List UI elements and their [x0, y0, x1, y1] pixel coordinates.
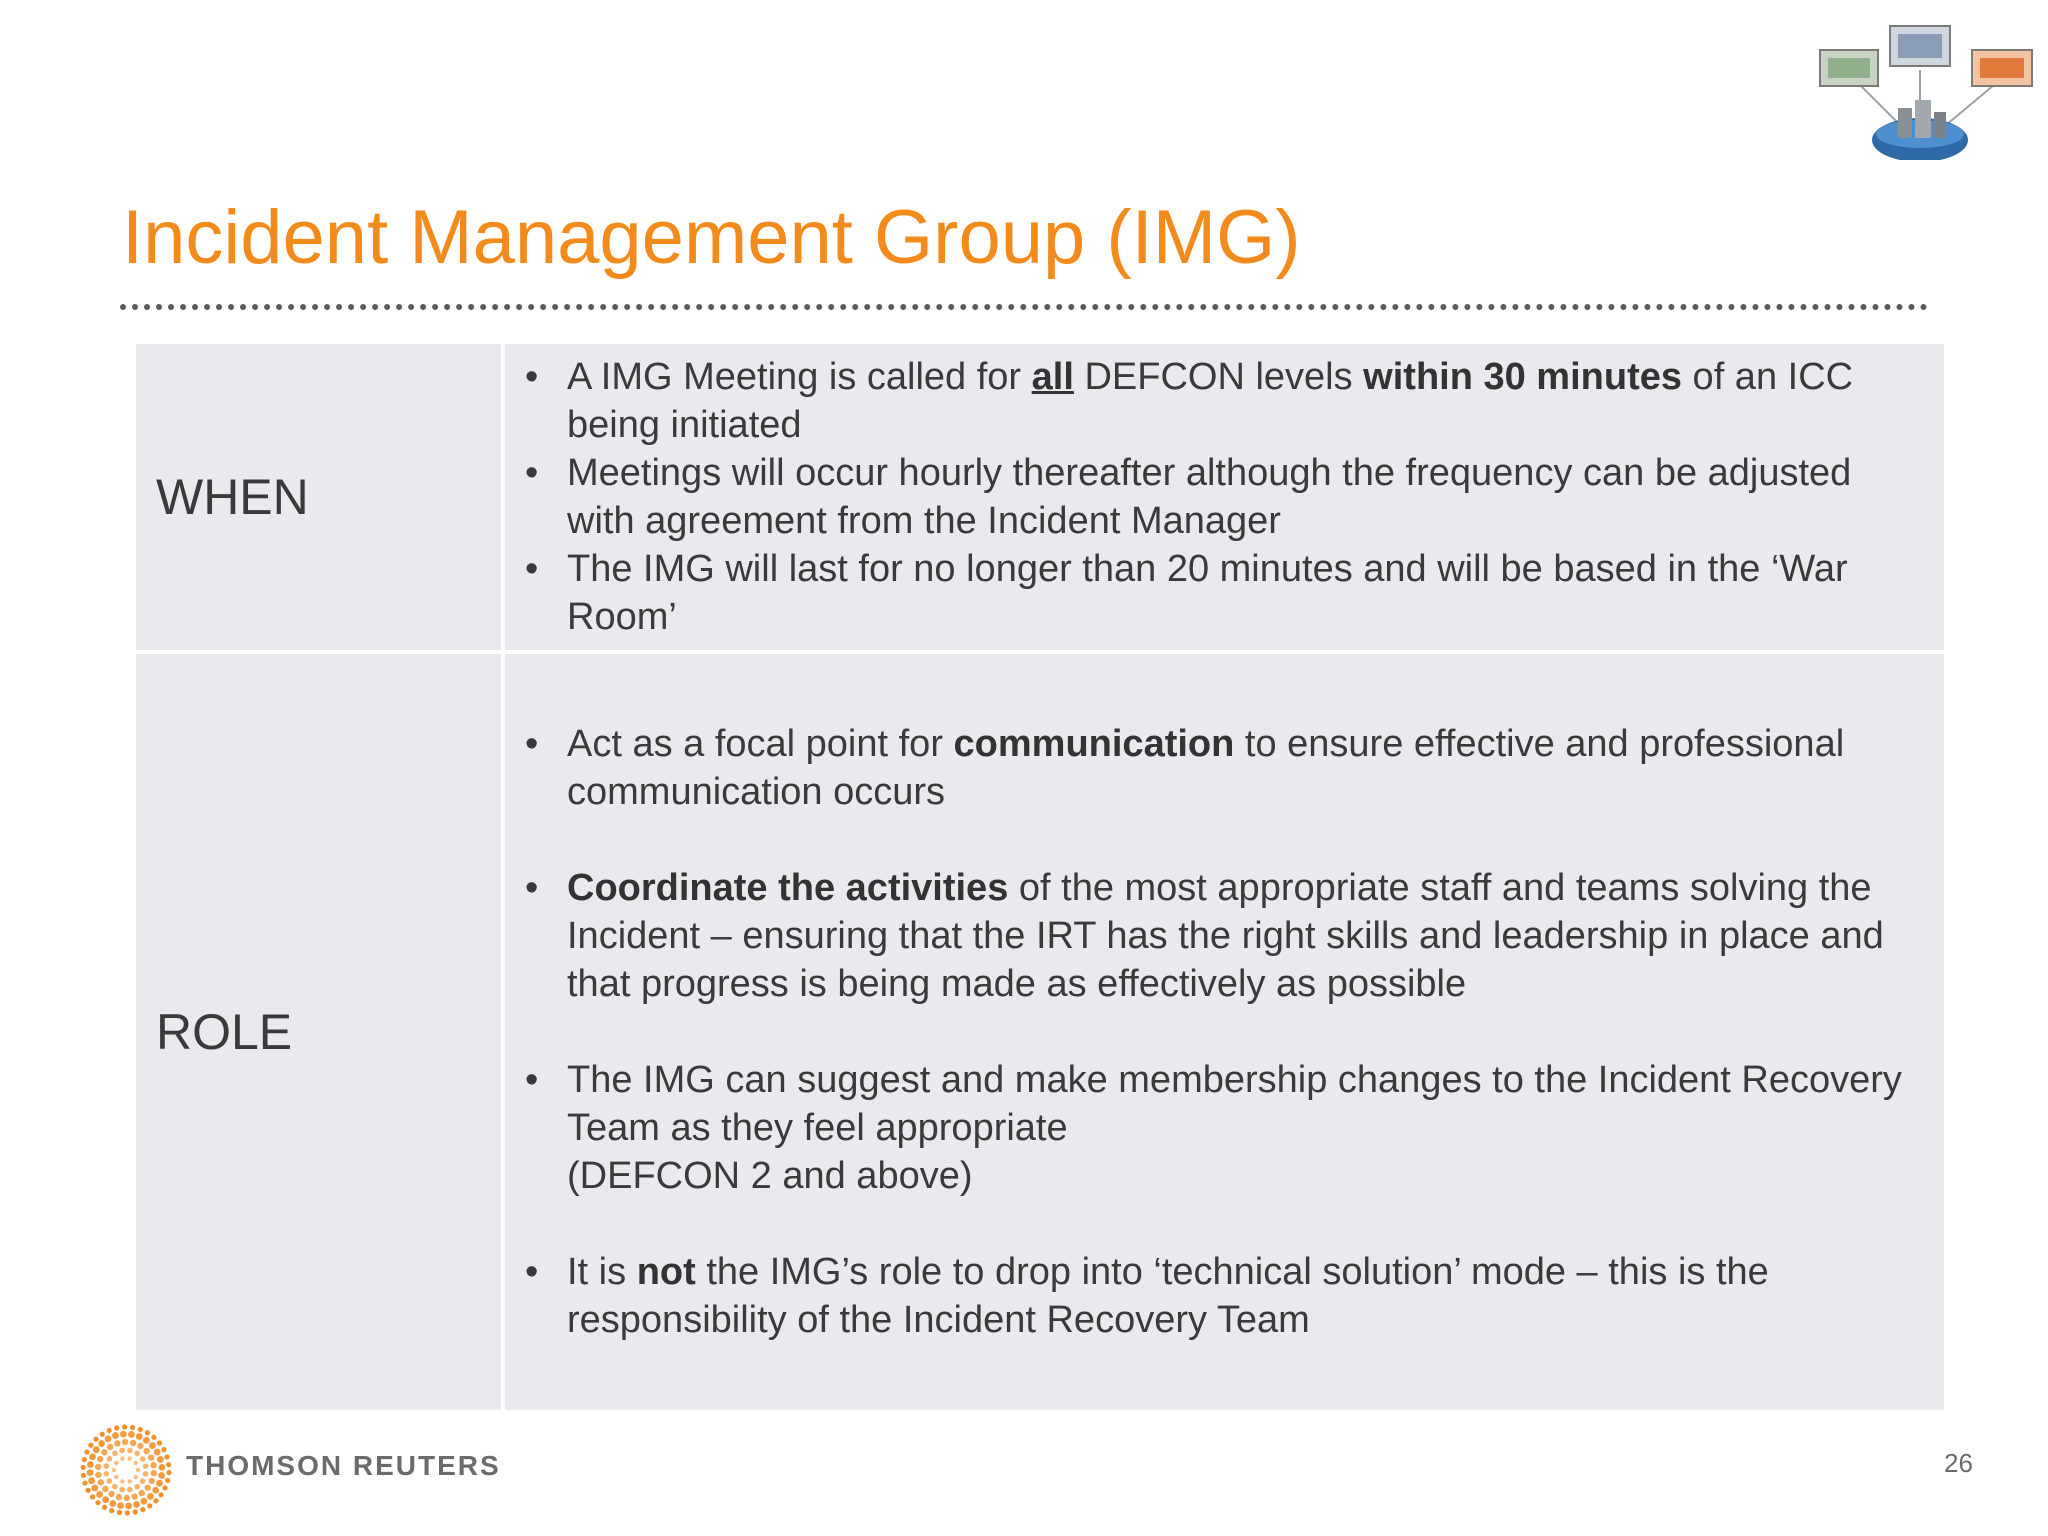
list-item: • Coordinate the activities of the most appropriate staff and teams solving the Incident – ensuring that the IRT has the right skills and leadership in place and that progress is being made as effectively as possible [525, 864, 1924, 1008]
logo-dot [161, 1447, 166, 1452]
logo-dot [107, 1478, 113, 1484]
logo-dot [166, 1470, 171, 1475]
logo-dot [107, 1428, 112, 1433]
logo-dot [143, 1471, 149, 1477]
logo-dot [131, 1493, 137, 1499]
role-bullet-list [525, 720, 1924, 1344]
logo-dot [114, 1461, 118, 1465]
list-item: • The IMG will last for no longer than 20 minutes and will be based in the ‘War Room’ [525, 545, 1924, 641]
logo-dot [144, 1485, 150, 1491]
logo-dot [150, 1462, 156, 1468]
logo-dot [149, 1442, 156, 1449]
logo-dot [102, 1486, 108, 1492]
logo-dot [153, 1498, 158, 1503]
logo-dot [166, 1462, 171, 1467]
brand-name: THOMSON REUTERS [186, 1450, 501, 1481]
when-label: WHEN [136, 344, 503, 652]
logo-dot [141, 1498, 148, 1505]
logo-dot [109, 1508, 114, 1513]
bullet-icon: • [525, 356, 539, 398]
logo-dot [102, 1505, 107, 1510]
bullet-icon: • [525, 452, 539, 494]
logo-dot [119, 1448, 125, 1454]
logo-dot [138, 1427, 143, 1432]
logo-dot [98, 1479, 104, 1485]
logo-dot [112, 1484, 118, 1490]
logo-dot [88, 1443, 93, 1448]
logo-dot [114, 1475, 118, 1479]
page-number: 26 [1944, 1448, 1973, 1478]
logo-dot [82, 1480, 87, 1485]
logo-dot [148, 1454, 154, 1460]
logo-dot [125, 1510, 130, 1515]
logo-dot [162, 1485, 167, 1490]
logo-dot [143, 1463, 149, 1469]
logo-dot [120, 1431, 127, 1438]
role-label: ROLE [136, 652, 503, 1410]
logo-dot [95, 1464, 101, 1470]
logo-dot [93, 1437, 98, 1442]
logo-dot [82, 1457, 87, 1462]
logo-dot [128, 1431, 135, 1438]
logo-dot [109, 1500, 116, 1507]
logo-dot [116, 1494, 122, 1500]
header-network-illustration [1800, 20, 2040, 160]
logo-dot [87, 1469, 94, 1476]
table-row-when [136, 344, 1944, 652]
logo-dot [107, 1444, 113, 1450]
logo-dot [87, 1461, 94, 1468]
logo-dot [122, 1439, 128, 1445]
logo-dot [128, 1456, 132, 1460]
logo-dot [133, 1509, 138, 1514]
logo-dot [134, 1475, 138, 1479]
when-bullet-list [525, 353, 1924, 641]
logo-dot [108, 1491, 114, 1497]
logo-dot [112, 1468, 116, 1472]
logo-dot [107, 1456, 113, 1462]
list-item: • A IMG Meeting is called for all DEFCON levels within 30 minutes of an ICC being initiated [525, 353, 1924, 449]
logo-dot [147, 1503, 152, 1508]
logo-dot [158, 1472, 165, 1479]
logo-dot [84, 1449, 89, 1454]
logo-dot [89, 1453, 96, 1460]
logo-dot [119, 1487, 125, 1493]
logo-dot [98, 1440, 105, 1447]
logo-dot [112, 1451, 118, 1457]
bullet-icon: • [525, 867, 539, 909]
logo-dot [105, 1435, 112, 1442]
logo-dot [139, 1490, 145, 1496]
logo-dot [120, 1456, 124, 1460]
logo-dot [100, 1432, 105, 1437]
logo-dot [143, 1437, 150, 1444]
logo-dot [143, 1448, 149, 1454]
logo-dot [95, 1472, 101, 1478]
logo-dot [117, 1502, 124, 1509]
logo-dot [137, 1443, 143, 1449]
list-item: • It is not the IMG’s role to drop into ‘technical solution’ mode – this is the responsibility of the Incident Recovery Team [525, 1248, 1924, 1344]
logo-dot [101, 1449, 107, 1455]
logo-dot [164, 1454, 169, 1459]
logo-dot [112, 1432, 119, 1439]
logo-dot [96, 1491, 103, 1498]
logo-dot [102, 1496, 109, 1503]
logo-dot [86, 1488, 91, 1493]
logo-dot [147, 1493, 154, 1500]
table-row-role [136, 652, 1944, 1410]
logo-dot [80, 1465, 85, 1470]
logo-dot [91, 1485, 98, 1492]
logo-dot [125, 1503, 132, 1510]
logo-dot [165, 1478, 170, 1483]
logo-dot [149, 1478, 155, 1484]
logo-dot [127, 1448, 133, 1454]
logo-dot [154, 1449, 161, 1456]
logo-dot [134, 1461, 138, 1465]
title-dotted-divider [120, 304, 1928, 310]
logo-dot [140, 1456, 146, 1462]
logo-dot [159, 1492, 164, 1497]
logo-dot [151, 1470, 157, 1476]
bullet-icon: • [525, 1251, 539, 1293]
list-item: • The IMG can suggest and make membership changes to the Incident Recovery Team as they feel appropriate (DEFCON 2 and above) [525, 1056, 1924, 1200]
logo-dot [133, 1501, 140, 1508]
logo-dot [140, 1478, 146, 1484]
logo-dot [157, 1456, 164, 1463]
slide-title: Incident Management Group (IMG) [122, 195, 1301, 280]
role-body [503, 652, 1944, 1410]
logo-dot [120, 1479, 124, 1483]
bullet-icon: • [525, 723, 539, 765]
logo-dot [90, 1494, 95, 1499]
logo-dot [124, 1495, 130, 1501]
logo-dot [117, 1510, 122, 1515]
logo-dot [157, 1440, 162, 1445]
when-body [503, 344, 1944, 652]
logo-dot [159, 1464, 166, 1471]
list-item: • Meetings will occur hourly thereafter although the frequency can be adjusted with agreement from the Incident Manager [525, 449, 1924, 545]
logo-dot [130, 1425, 135, 1430]
logo-dot [88, 1477, 95, 1484]
logo-dot [136, 1433, 143, 1440]
logo-dot [134, 1484, 140, 1490]
logo-dot [122, 1424, 127, 1429]
logo-dot [114, 1425, 119, 1430]
logo-dot [140, 1507, 145, 1512]
logo-dot [93, 1446, 100, 1453]
thomson-reuters-logo-icon [80, 1424, 172, 1516]
logo-dot [114, 1440, 120, 1446]
bullet-icon: • [525, 548, 539, 590]
logo-dot [81, 1473, 86, 1478]
logo-dot [130, 1440, 136, 1446]
logo-dot [134, 1451, 140, 1457]
list-item: • Act as a focal point for communication to ensure effective and professional communication occurs [525, 720, 1924, 816]
logo-dot [97, 1456, 103, 1462]
logo-dot [104, 1463, 110, 1469]
logo-dot [104, 1471, 110, 1477]
content-table [136, 344, 1944, 1410]
logo-dot [95, 1500, 100, 1505]
logo-dot [145, 1430, 150, 1435]
logo-dot [156, 1480, 163, 1487]
logo-dot [136, 1468, 140, 1472]
logo-dot [128, 1479, 132, 1483]
logo-dot [127, 1487, 133, 1493]
bullet-icon: • [525, 1059, 539, 1101]
logo-dot [151, 1435, 156, 1440]
logo-dot [152, 1487, 159, 1494]
